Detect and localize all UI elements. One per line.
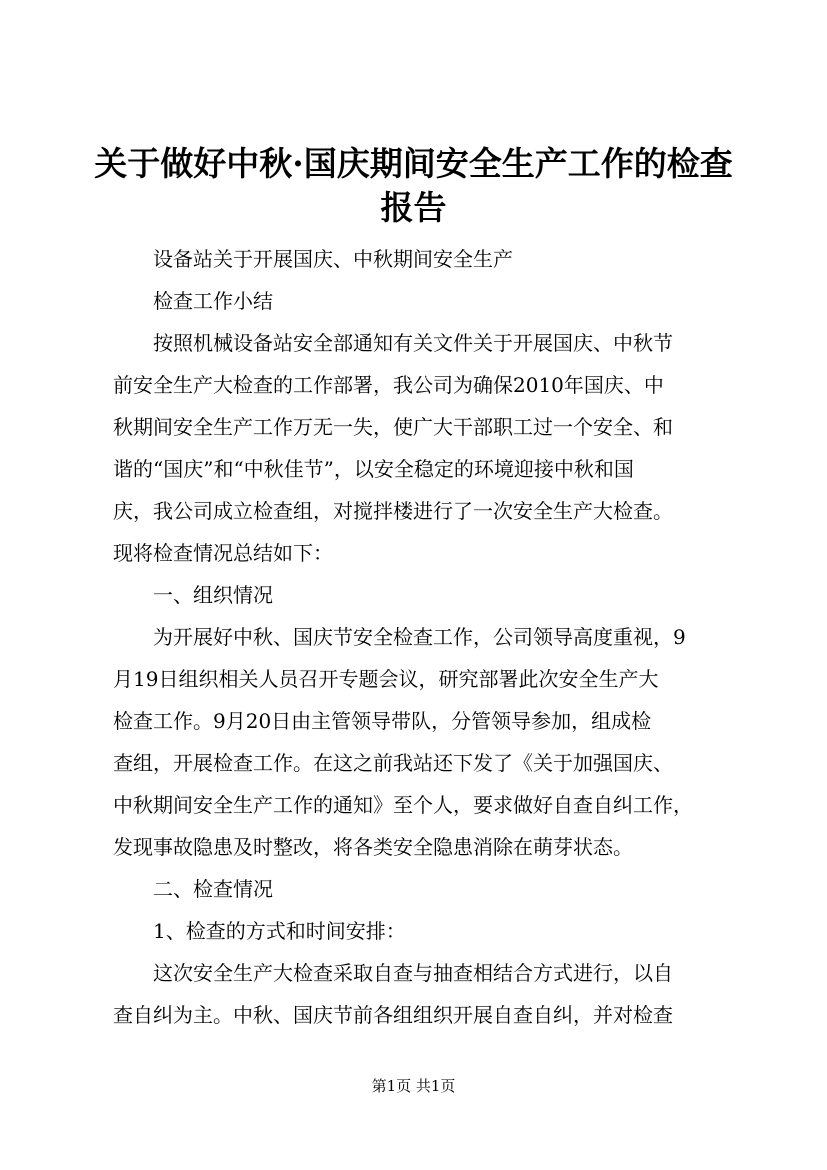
text-line: 秋期间安全生产工作万无一失，使广大干部职工过一个安全、和	[113, 415, 673, 439]
text-line: 查自纠为主。中秋、国庆节前各组组织开展自查自纠，并对检查	[113, 1003, 673, 1027]
paragraph	[113, 952, 729, 1036]
title-line-2: 报告	[380, 188, 447, 227]
text-line: 月19日组织相关人员召开专题会议，研究部署此次安全生产大	[113, 667, 659, 691]
text-line: 一、组织情况	[153, 583, 273, 607]
page-footer: 第1页 共1页	[371, 1077, 456, 1095]
section-heading	[113, 574, 729, 616]
subsection-heading	[113, 910, 729, 952]
document-body	[113, 238, 729, 1036]
text-line: 庆，我公司成立检查组，对搅拌楼进行了一次安全生产大检查。	[113, 499, 673, 523]
text-line: 谐的“国庆”和“中秋佳节”，以安全稳定的环境迎接中秋和国	[113, 457, 634, 481]
text-line: 发现事故隐患及时整改，将各类安全隐患消除在萌芽状态。	[113, 835, 633, 859]
paragraph	[113, 280, 729, 322]
title-line-1: 关于做好中秋·国庆期间安全生产工作的检查	[94, 144, 733, 183]
text-line: 中秋期间安全生产工作的通知》至个人，要求做好自查自纠工作，	[113, 793, 693, 817]
paragraph	[113, 238, 729, 280]
text-line: 1、检查的方式和时间安排：	[153, 919, 406, 943]
text-line: 这次安全生产大检查采取自查与抽查相结合方式进行，以自	[153, 961, 673, 985]
paragraph	[113, 616, 729, 868]
text-line: 查组，开展检查工作。在这之前我站还下发了《关于加强国庆、	[113, 751, 673, 775]
text-line: 检查工作。9月20日由主管领导带队，分管领导参加，组成检	[113, 709, 652, 733]
text-line: 按照机械设备站安全部通知有关文件关于开展国庆、中秋节	[153, 331, 673, 355]
document-title	[80, 142, 747, 230]
text-line: 为开展好中秋、国庆节安全检查工作，公司领导高度重视，9	[153, 625, 686, 649]
text-line: 二、检查情况	[153, 877, 273, 901]
text-line: 前安全生产大检查的工作部署，我公司为确保2010年国庆、中	[113, 373, 664, 397]
text-line: 现将检查情况总结如下：	[113, 541, 333, 565]
paragraph	[113, 322, 729, 574]
section-heading	[113, 868, 729, 910]
text-line: 检查工作小结	[153, 289, 273, 313]
text-line: 设备站关于开展国庆、中秋期间安全生产	[153, 247, 513, 271]
